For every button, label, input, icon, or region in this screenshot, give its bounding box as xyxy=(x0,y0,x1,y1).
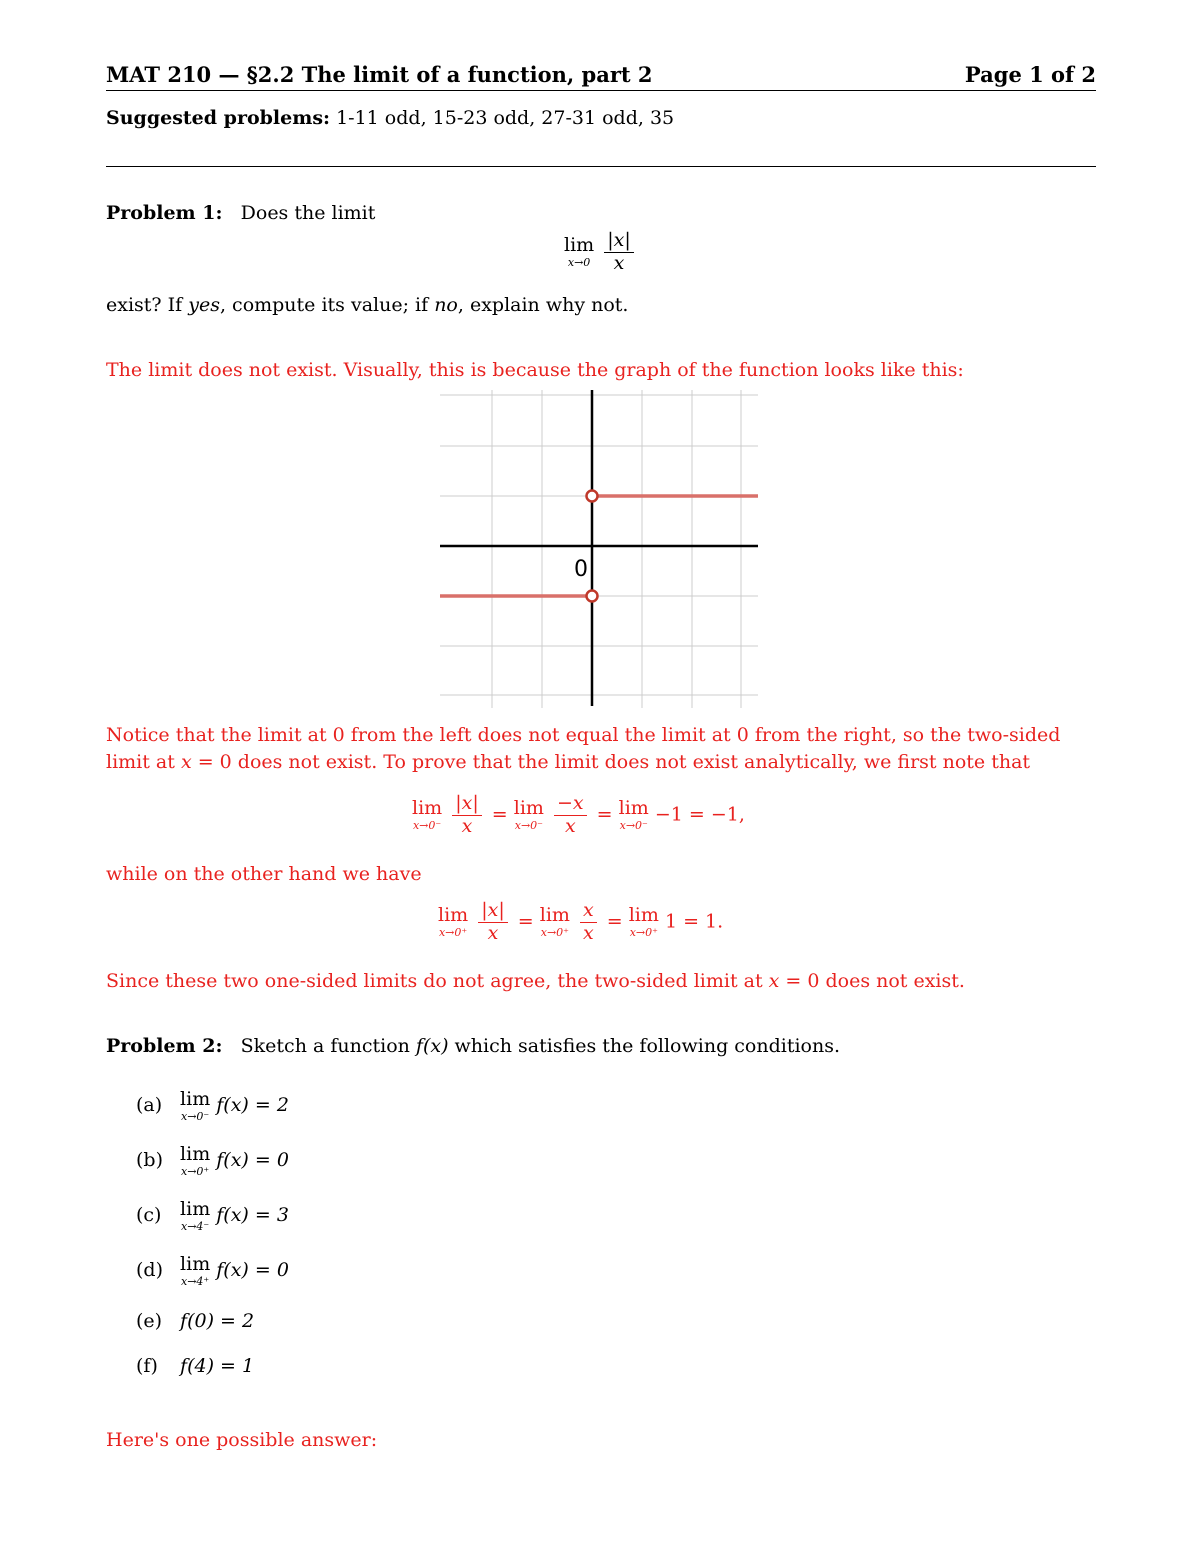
answer1-intro: The limit does not exist. Visually, this is because the graph of the function looks like this: xyxy=(106,359,964,381)
limit-fraction: $\frac{|x|}{x}$ xyxy=(604,230,634,275)
problem2-heading: Problem 2: Sketch a function f(x) which satisfies the following conditions. xyxy=(106,1035,841,1057)
step-function-graph xyxy=(440,390,760,708)
suggested-label: Suggested problems: xyxy=(106,107,331,129)
left-limit-equation: lim x→0⁻ $\frac{|x|}{x}$ = lim x→0⁻ $\frac{-x}{x}$ = lim x→0⁻ −1 = −1, xyxy=(412,792,745,837)
answer2-intro: Here's one possible answer: xyxy=(106,1429,378,1451)
suggested-text: 1-11 odd, 15-23 odd, 27-31 odd, 35 xyxy=(336,107,675,129)
notice-line-2: limit at x = 0 does not exist. To prove that the limit does not exist analytically, we first note that xyxy=(106,751,1031,773)
graph-grid xyxy=(440,390,758,708)
problem1-conclusion: Since these two one-sided limits do not agree, the two-sided limit at x = 0 does not exist. xyxy=(106,970,965,992)
while-text: while on the other hand we have xyxy=(106,863,422,885)
problem2-label: Problem 2: xyxy=(106,1035,223,1057)
section-rule xyxy=(106,166,1096,167)
condition-d: (d) lim x→4⁺ f(x) = 0 xyxy=(136,1253,289,1288)
page-title: MAT 210 — §2.2 The limit of a function, part 2 xyxy=(106,62,653,87)
condition-a: (a) lim x→0⁻ f(x) = 2 xyxy=(136,1088,289,1123)
origin-label: 0 xyxy=(574,557,588,582)
header-rule xyxy=(106,90,1096,91)
problem1-label: Problem 1: xyxy=(106,202,223,224)
problem1-heading xyxy=(106,202,375,224)
problem1-question: exist? If yes, compute its value; if no, explain why not. xyxy=(106,294,629,316)
problem1-prompt: Does the limit xyxy=(240,202,376,224)
limit-operator: lim x→0 xyxy=(564,234,595,270)
suggested-problems xyxy=(106,107,674,129)
right-limit-equation: lim x→0⁺ $\frac{|x|}{x}$ = lim x→0⁺ $\frac{x}{x}$ = lim x→0⁺ 1 = 1. xyxy=(438,899,724,944)
condition-e: (e) f(0) = 2 xyxy=(136,1310,255,1332)
condition-f: (f) f(4) = 1 xyxy=(136,1355,255,1377)
notice-line-1: Notice that the limit at 0 from the left does not equal the limit at 0 from the right, so the two-sided xyxy=(106,724,1061,746)
page-number: Page 1 of 2 xyxy=(964,62,1096,87)
open-circle-upper xyxy=(587,491,598,502)
condition-b: (b) lim x→0⁺ f(x) = 0 xyxy=(136,1143,289,1178)
open-circle-lower xyxy=(587,591,598,602)
condition-c: (c) lim x→4⁻ f(x) = 3 xyxy=(136,1198,289,1233)
problem1-limit xyxy=(564,230,638,275)
